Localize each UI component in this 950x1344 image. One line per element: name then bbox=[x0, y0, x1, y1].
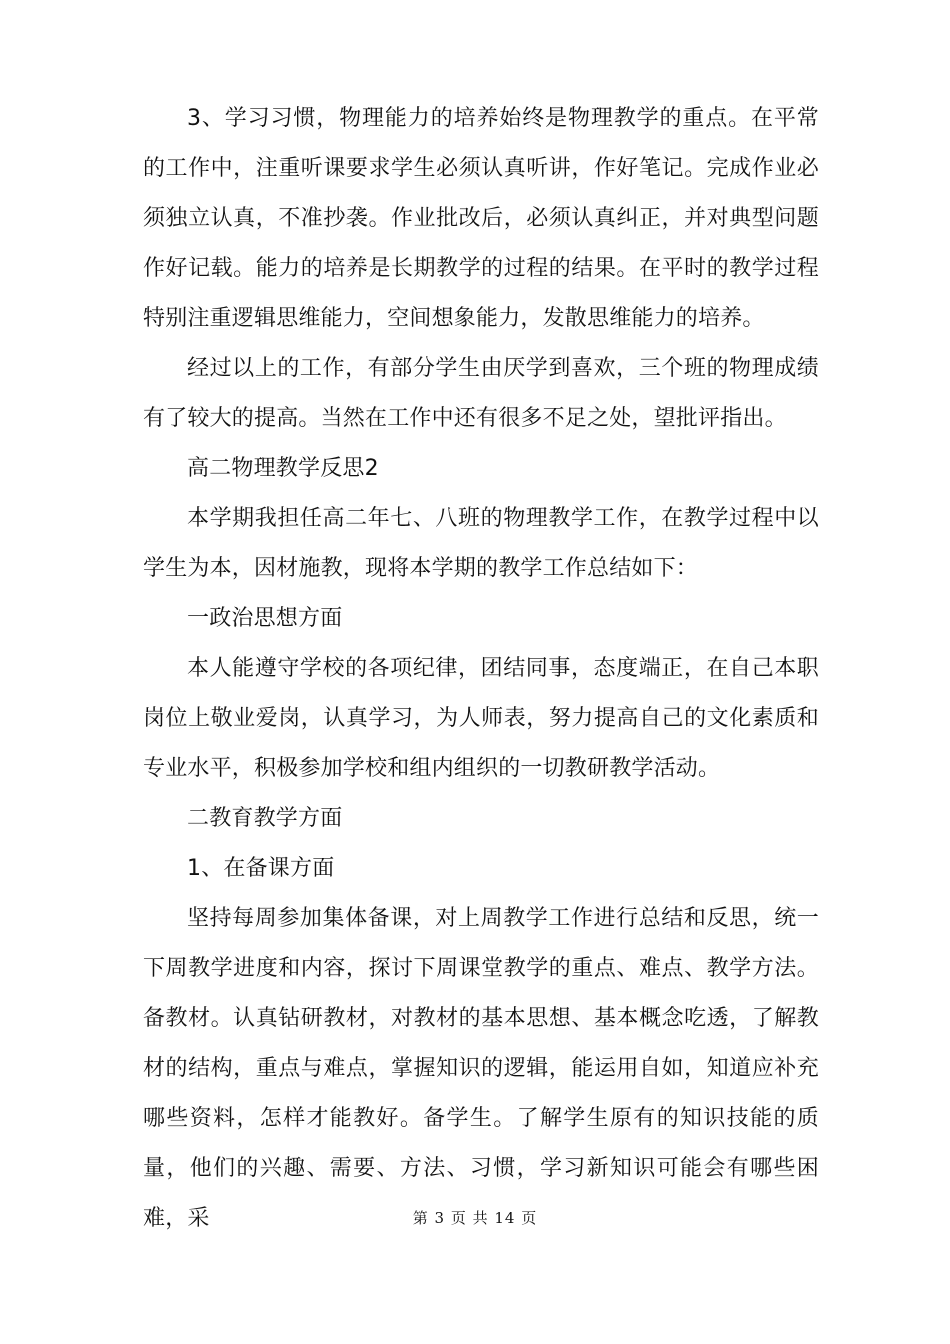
body-text bbox=[143, 94, 819, 1244]
section-heading-political: 一政治思想方面 bbox=[187, 606, 343, 631]
paragraph-study-habits: 3、学习习惯，物理能力的培养始终是物理教学的重点。在平常的工作中，注重听课要求学生必须认真听讲，作好笔记。完成作业必须独立认真，不准抄袭。作业批改后，必须认真纠正，并对典型问题作好记载。能力的培养是长期教学的过程的结果。在平时的教学过程特别注重逻辑思维能力，空间想象能力，发散思维能力的培养。 bbox=[143, 106, 819, 331]
section-heading-reflection-2: 高二物理教学反思2 bbox=[187, 456, 379, 481]
subheading-lesson-prep: 1、在备课方面 bbox=[187, 856, 335, 881]
paragraph-intro: 本学期我担任高二年七、八班的物理教学工作，在教学过程中以学生为本，因材施教，现将本学期的教学工作总结如下： bbox=[143, 506, 819, 581]
paragraph-political: 本人能遵守学校的各项纪律，团结同事，态度端正，在自己本职岗位上敬业爱岗，认真学习，为人师表，努力提高自己的文化素质和专业水平，积极参加学校和组内组织的一切教研教学活动。 bbox=[143, 656, 819, 781]
page-number-footer: 第 3 页 共 14 页 bbox=[412, 1209, 538, 1227]
paragraph-lesson-prep: 坚持每周参加集体备课，对上周教学工作进行总结和反思，统一下周教学进度和内容，探讨下周课堂教学的重点、难点、教学方法。备教材。认真钻研教材，对教材的基本思想、基本概念吃透，了解教材的结构，重点与难点，掌握知识的逻辑，能运用自如，知道应补充哪些资料，怎样才能教好。备学生。了解学生原有的知识技能的质量，他们的兴趣、需要、方法、习惯，学习新知识可能会有哪些困难，采 bbox=[143, 906, 819, 1231]
section-heading-teaching: 二教育教学方面 bbox=[187, 806, 343, 831]
paragraph-results: 经过以上的工作，有部分学生由厌学到喜欢，三个班的物理成绩有了较大的提高。当然在工作中还有很多不足之处，望批评指出。 bbox=[143, 356, 819, 431]
